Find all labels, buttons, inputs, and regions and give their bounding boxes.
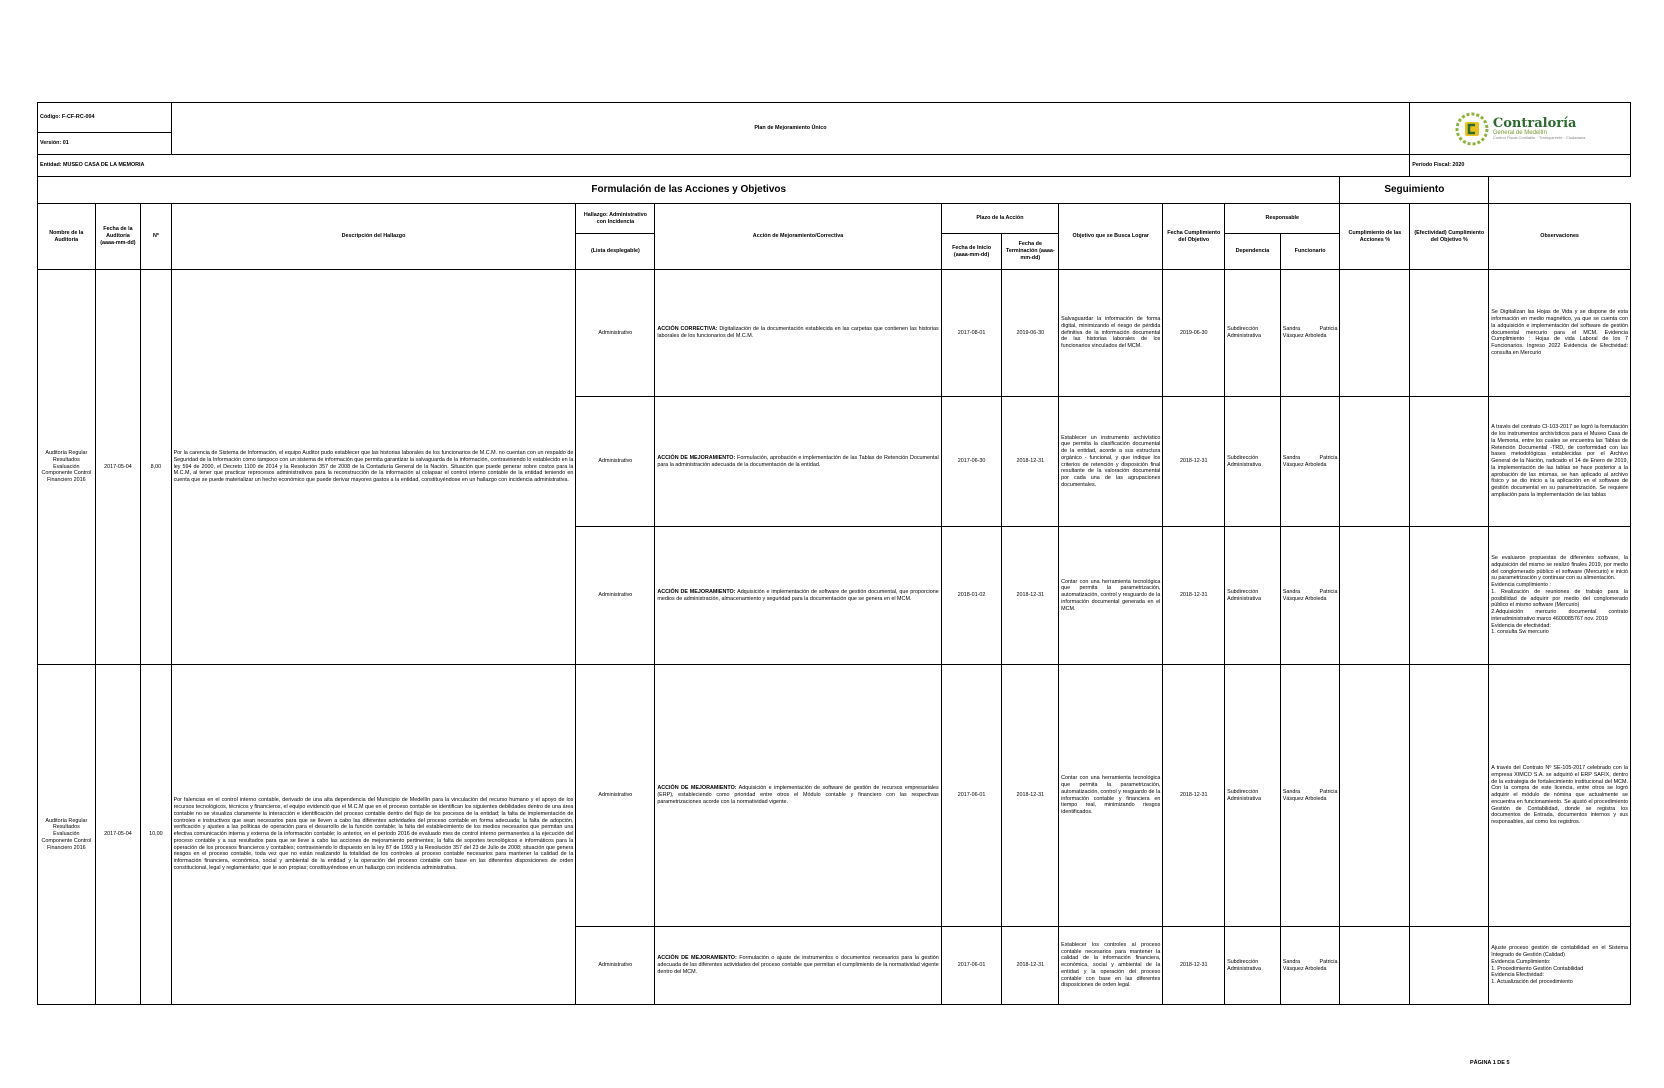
official-cell: Sandra Patricia Vásquez Arboleda: [1280, 527, 1340, 665]
col-descripcion: Descripción del Hallazgo: [171, 204, 576, 270]
action-label: ACCIÓN CORRECTIVA:: [657, 326, 718, 333]
start-date-cell: 2017-08-01: [941, 270, 1002, 397]
action-cell: [655, 927, 941, 1005]
finding-type-cell: Administrativo: [576, 665, 655, 927]
version-cell: Versión: 01: [38, 133, 172, 155]
start-date-cell: 2017-06-01: [941, 665, 1002, 927]
official-cell: Sandra Patricia Vásquez Arboleda: [1280, 270, 1340, 397]
audit-name-cell: Auditoría Regular Resultados Evaluación Componente Control Financiero 2016: [38, 665, 96, 1005]
col-lista-desplegable: (Lista desplegable): [576, 234, 655, 270]
logo-cell: [1410, 103, 1631, 155]
completion-date-cell: 2018-12-31: [1163, 927, 1225, 1005]
official-cell: Sandra Patricia Vásquez Arboleda: [1280, 665, 1340, 927]
finding-type-cell: Administrativo: [576, 397, 655, 527]
audit-date-cell: 2017-05-04: [95, 270, 141, 665]
actions-compliance-cell: [1340, 270, 1410, 397]
finding-type-cell: Administrativo: [576, 270, 655, 397]
end-date-cell: 2018-12-31: [1002, 927, 1059, 1005]
logo-name: Contraloría: [1492, 116, 1577, 131]
dependency-cell: Subdirección Administrativa: [1225, 927, 1281, 1005]
section-seguimiento: Seguimiento: [1340, 177, 1489, 204]
col-dependencia: Dependencia: [1225, 234, 1281, 270]
action-text: Adquisición e implementación de software de gestión documental, que proporcione medios de administración, almacenamiento y seguridad para la documentación que se genera en el MCM.: [657, 588, 939, 602]
action-text: Formulación, aprobación e implementación de las Tablas de Retención Documental para la administración adecuada de la documentación de la entidad.: [657, 454, 939, 468]
end-date-cell: 2018-12-31: [1002, 665, 1059, 927]
finding-type-cell: Administrativo: [576, 927, 655, 1005]
col-funcionario: Funcionario: [1280, 234, 1340, 270]
periodo-cell: Período Fiscal: 2020: [1410, 155, 1631, 177]
col-plazo: Plazo de la Acción: [941, 204, 1058, 234]
finding-type-cell: Administrativo: [576, 527, 655, 665]
effectiveness-cell: [1410, 527, 1489, 665]
action-label: ACCIÓN DE MEJORAMIENTO:: [657, 588, 736, 595]
official-cell: Sandra Patricia Vásquez Arboleda: [1280, 927, 1340, 1005]
objective-cell: Establecer un instrumento archivístico que permita la clasificación documental de la entidad, acorde a sus estructura orgánico - funcional, y que indique los criterios de retención y disposición final resultante de la valoración documental por cada una de las agrupaciones documentales.: [1059, 397, 1163, 527]
actions-compliance-cell: [1340, 527, 1410, 665]
action-text: Adquisición e implementación de software de gestión de recursos empresariales (ERP), estableciendo como prioridad entre otros el Módulo contable y financiero con las respectivas parametrizaciones acorde con la normatividad vigente.: [657, 785, 939, 805]
end-date-cell: 2019-06-30: [1002, 270, 1059, 397]
observations-cell: Se Digitalizan las Hojas de Vida y se dispone de esta información en medio magnético, ya que se cuenta con la adquisición e implementación del software de gestión documental mercurio para el MCM. Evidencia Cumplimiento : Hojas de vida Laboral de los 7 Funcionarios. Ingreso 2022 Evidencia de Efectividad: consulta en Mercurio: [1489, 270, 1631, 397]
action-label: ACCIÓN DE MEJORAMIENTO:: [657, 955, 737, 962]
objective-cell: Contar con una herramienta tecnológica que permita la parametrización, automatización, control y resguardo de la información contable y financiera en tiempo real, minimizando riesgos identificados.: [1059, 665, 1163, 927]
objective-cell: Establecer los controles al proceso contable necesarios para mantener la calidad de la información financiera, económica, social y ambiental de la entidad y la operación del proceso contable con base en las diferentes disposiciones de orden legal.: [1059, 927, 1163, 1005]
col-fecha-inicio: Fecha de Inicio (aaaa-mm-dd): [941, 234, 1002, 270]
audit-name-cell: Auditoría Regular Resultados Evaluación Componente Control Financiero 2016: [38, 270, 96, 665]
completion-date-cell: 2018-12-31: [1163, 397, 1225, 527]
dependency-cell: Subdirección Administrativa: [1225, 527, 1281, 665]
col-fecha-termino: Fecha de Terminación (aaaa-mm-dd): [1002, 234, 1059, 270]
actions-compliance-cell: [1340, 665, 1410, 927]
completion-date-cell: 2019-06-30: [1163, 270, 1225, 397]
action-label: ACCIÓN DE MEJORAMIENTO:: [657, 454, 736, 461]
effectiveness-cell: [1410, 397, 1489, 527]
observations-cell: A través del contrato CI-103-2017 se logró la formulación de los instrumentos archivísticos para el Museo Casa de la Memoria, entre los cuales se encuentra las Tablas de Retención Documental -TRD, de conformidad con las bases metodológicas establecidas por el Archivo General de la Nación, radicado el 14 de Enero de 2019, la implementación de las tablas se hace posterior a la aprobación de las mismas, se han aplicado al archivo físico y se dio inicio a la aplicación en el software de gestión documental en su parametrización. Se requiere ampliación para la implementación de las tablas: [1489, 397, 1631, 527]
dependency-cell: Subdirección Administrativa: [1225, 665, 1281, 927]
finding-description-cell: Por falencias en el control interno contable, derivado de una alta dependencia del Municipio de Medellín para la vinculación del recurso humano y el apoyo de los recursos tecnológicos, técnicos y financieros, el equipo evidenció que el M.C.M que en el proceso contable se identifican los siguientes debilidades dentro de una área contable no se visualiza claramente la interacción e identificación del proceso contable dentro del flujo de los procesos de la entidad; la falta de implementación de controles e instructivos que sean necesarios para que se lleven a cabo las diferentes actividades del proceso contable en forma adecuada; la falta de adopción, verificación y ajustes a las políticas de operación para el desarrollo de la función contable; la falta del establecimiento de los medios necesarios que permitan una efectiva comunicación interna y externa de la información contable; lo anterior, en el período 2016 de evaluado mes de control interno permanentes a la ejecución del proceso contable y a sus resultados para que se lleve a cabo las acciones de mejoramiento pertinentes; la falta de soportes tecnológicos e informáticos para la operación de los procesos financieros y contables; contraviniendo lo dispuesto en la ley 87 de 1993 y la Resolución 357 del 23 de Julio de 2008; situación que genera riesgos en el proceso contable, toda vez que no están realizando la totalidad de los controles al proceso contable necesarios para mantener la calidad de la información financiera, económica, social y ambiental de la entidad y la operación del proceso contable con base en las diferentes disposiciones de orden constitucional, legal y reglamentario; que le son propias; constituyéndose en un hallazgo con incidencia administrativa.: [171, 665, 576, 1005]
col-cumplimiento-acciones: Cumplimiento de las Acciones %: [1340, 204, 1410, 270]
actions-compliance-cell: [1340, 397, 1410, 527]
start-date-cell: 2018-01-02: [941, 527, 1002, 665]
col-auditoria: Nombre de la Auditoría: [38, 204, 96, 270]
contraloria-logo: [1412, 112, 1628, 146]
action-cell: [655, 270, 941, 397]
entidad-cell: Entidad: MUSEO CASA DE LA MEMORIA: [38, 155, 1410, 177]
logo-subtitle: General de Medellín: [1492, 130, 1547, 136]
end-date-cell: 2018-12-31: [1002, 527, 1059, 665]
audit-date-cell: 2017-05-04: [95, 665, 141, 1005]
page-number: PÁGINA 1 DE 5: [1470, 1060, 1510, 1066]
contraloria-emblem-icon: [1455, 112, 1489, 146]
plan-sheet: [37, 102, 1631, 1005]
table-row: [38, 270, 1631, 397]
objective-cell: Salvaguardar la información de forma digital, minimizando el riesgo de pérdida definitiva de la información documental de las historias laborales de los funcionarios vinculados del MCM.: [1059, 270, 1163, 397]
col-fecha-cumplimiento: Fecha Cumplimiento del Objetivo: [1163, 204, 1225, 270]
col-observaciones: Observaciones: [1489, 204, 1631, 270]
plan-table: [37, 102, 1631, 1005]
start-date-cell: 2017-06-30: [941, 397, 1002, 527]
dependency-cell: Subdirección Administrativa: [1225, 270, 1281, 397]
official-cell: Sandra Patricia Vásquez Arboleda: [1280, 397, 1340, 527]
effectiveness-cell: [1410, 927, 1489, 1005]
dependency-cell: Subdirección Administrativa: [1225, 397, 1281, 527]
action-text: Digitalización de la documentación establecida en las carpetas que contienen las historias laborales de los funcionarios del M.C.M.: [657, 326, 939, 339]
finding-number-cell: 8,00: [141, 270, 171, 665]
effectiveness-cell: [1410, 270, 1489, 397]
section-formulacion: Formulación de las Acciones y Objetivos: [38, 177, 1340, 204]
col-efectividad: (Efectividad) Cumplimiento del Objetivo %: [1410, 204, 1489, 270]
end-date-cell: 2018-12-31: [1002, 397, 1059, 527]
completion-date-cell: 2018-12-31: [1163, 665, 1225, 927]
start-date-cell: 2017-06-01: [941, 927, 1002, 1005]
action-cell: [655, 527, 941, 665]
action-text: Formulación o ajuste de instrumentos o documentos necesarios para la gestión adecuada de las diferentes actividades del proceso contable que permitan el cumplimiento de la normatividad vigente dentro del MCM.: [657, 955, 939, 975]
objective-cell: Contar con una herramienta tecnológica que permita la parametrización, automatización, control y resguardo de la información documental generada en el MCM.: [1059, 527, 1163, 665]
action-label: ACCIÓN DE MEJORAMIENTO:: [657, 785, 737, 792]
col-accion: Acción de Mejoramiento/Correctiva: [655, 204, 941, 270]
actions-compliance-cell: [1340, 927, 1410, 1005]
completion-date-cell: 2018-12-31: [1163, 527, 1225, 665]
col-hallazgo-tipo: Hallazgo: Administrativo con Incidencia: [576, 204, 655, 234]
observations-cell: Ajuste proceso gestión de contabilidad en el Sistema Integrado de Gestión (Calidad) Evidencia Cumplimiento: 1. Procedimiento Gestión Contabilidad Evidencia Efectividad: 1. Actualización del procedimiento: [1489, 927, 1631, 1005]
action-cell: [655, 397, 941, 527]
table-row: [38, 665, 1631, 927]
finding-description-cell: Por la carencia de Sistema de Información, el equipo Auditor pudo establecer que las historias laborales de los funcionarios de M.C.M. no cuentan con un respaldo de Seguridad de la Información como tampoco con un sistema de información que permita garantizar la salvaguarda de la información, contraviniendo lo establecido en la ley 594 de 2000, el Decreto 1100 de 2014 y la Resolución 357 de 2008 de la Contaduría General de la Nación. Situación que puede generar sobre costos para la M.C.M, al tener que practicar reprocesos administrativos para la reconstrucción de la información al colapsar el control interno contable de la entidad teniendo en cuenta que se puede materializar un hecho económico que puede derivar mayores gastos a la entidad, constituyéndose en un hallazgo con incidencia administrativa.: [171, 270, 576, 665]
col-fecha-auditoria: Fecha de la Auditoría (aaaa-mm-dd): [95, 204, 141, 270]
action-cell: [655, 665, 941, 927]
observations-cell: A través del Contrato Nº SE-105-2017 celebrado con la empresa XIMCO S.A. se adquirió el ERP SAFIX, dentro de la estrategia de fortalecimiento institucional del MCM. Con la compra de este licencia, entre otros se logró adquirir el módulo de nómina que actualmente se encuentra en funcionamiento. Se ajustó el procedimiento Gestión de Contabilidad, donde se registra los documentos de Entrada, documentos internos y sus responsables, así como los registros.: [1489, 665, 1631, 927]
col-objetivo: Objetivo que se Busca Lograr: [1059, 204, 1163, 270]
effectiveness-cell: [1410, 665, 1489, 927]
codigo-cell: Código: F-CF-RC-004: [38, 103, 172, 133]
col-numero: Nº: [141, 204, 171, 270]
logo-tagline: Control Fiscal Confiable · Transparente · Ciudadana: [1492, 135, 1586, 140]
finding-number-cell: 10,00: [141, 665, 171, 1005]
observations-cell: Se evaluaron propuestas de diferentes software, la adquisición del mismo se realizó finales 2019, por medio del conglomerado público el software (Mercurio) e inició su parametrización y continuar con su alimentación. Evidencia cumplimiento : 1. Realización de reuniones de trabajo para la posibilidad de adquirir por medio del conglomerado público el mismo software (Mercurio) 2.Adquisición mercurio documental contrato interadministrativo marco 4600085767 nov. 2019 Evidencia de efectividad: 1. consulta Sw mercurio: [1489, 527, 1631, 665]
col-responsable: Responsable: [1225, 204, 1340, 234]
document-title: Plan de Mejoramiento Único: [171, 103, 1410, 155]
